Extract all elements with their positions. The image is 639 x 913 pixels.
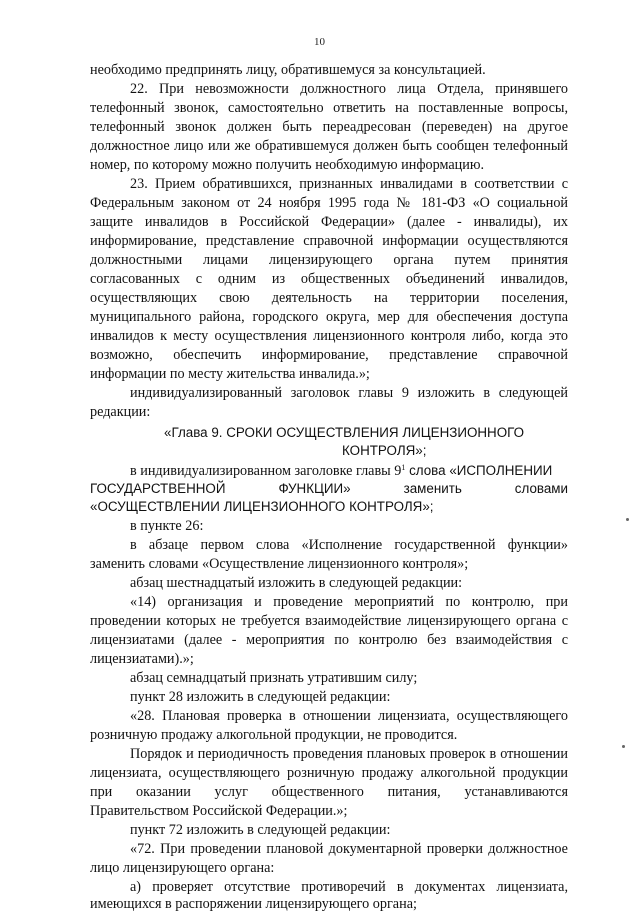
text-line: информирование, представление справочной информации осуществляются xyxy=(90,233,568,249)
text-line: телефонный звонок, самостоятельно ответить на поставленные вопросы, xyxy=(90,100,568,116)
text-line: номер, по которому можно получить необходимую информацию. xyxy=(90,157,484,173)
text-line: информации по месту жительства инвалида.»; xyxy=(90,366,370,382)
text-line: проведении которых не требуется взаимодействие лицензирующего органа с xyxy=(90,613,568,629)
chapter-title-line: «Глава 9. СРОКИ ОСУЩЕСТВЛЕНИЯ ЛИЦЕНЗИОННОГО xyxy=(164,425,525,440)
text-line: лицензиатами).»; xyxy=(90,651,194,667)
text-line: редакции: xyxy=(90,404,151,420)
text-line: при оказании услуг общественного питания, устанавливаются xyxy=(90,784,568,800)
superscript: 1 xyxy=(401,463,406,472)
text-line: телефонный звонок должен быть переадресован (переведен) на другое xyxy=(90,119,568,135)
text-line: муниципального района, городского округа, мер для обеспечения доступа xyxy=(90,309,568,325)
text-line: розничную продажу алкогольной продукции, не проводится. xyxy=(90,727,458,743)
text-line: согласованных с одним из общественных объединений инвалидов, xyxy=(90,271,568,287)
text-line: 22. При невозможности должностного лица Отдела, принявшего xyxy=(130,81,568,97)
text-line: лицензиата, осуществляющего розничную продажу алкогольной продукции xyxy=(90,765,568,781)
text-line: необходимо предпринять лицу, обратившемуся за консультацией. xyxy=(90,62,486,78)
text-line: абзац шестнадцатый изложить в следующей редакции: xyxy=(130,575,463,591)
text-line: Порядок и периодичность проведения плановых проверок в отношении xyxy=(130,746,568,762)
scan-speck xyxy=(622,745,625,748)
text-line: индивидуализированный заголовок главы 9 изложить в следующей xyxy=(130,385,568,401)
text-line: лицо лицензирующего органа: xyxy=(90,860,275,876)
chapter-title-line: КОНТРОЛЯ»; xyxy=(342,443,427,458)
text-line: а) проверяет отсутствие противоречий в документах лицензиата, xyxy=(130,879,568,895)
text-line: пункт 72 изложить в следующей редакции: xyxy=(130,822,391,838)
text-line: инвалидов к месту осуществления лицензионного контроля либо, когда это xyxy=(90,328,568,344)
text-line: имеющихся в распоряжении лицензирующего органа; xyxy=(90,896,417,912)
text-line: заменить словами «Осуществление лицензионного контроля»; xyxy=(90,556,469,572)
text-line: пункт 28 изложить в следующей редакции: xyxy=(130,689,391,705)
text-line: должностное лицо или же обратившемуся должен быть сообщен телефонный xyxy=(90,138,568,154)
text-line: в пункте 26: xyxy=(130,518,204,534)
text-line: в индивидуализированном заголовке главы $9^1$ слова «ИСПОЛНЕНИИ xyxy=(130,463,553,479)
text-line: ГОСУДАРСТВЕННОЙ ФУНКЦИИ» заменить словами xyxy=(90,481,568,496)
scan-speck xyxy=(626,518,629,521)
text-line: «28. Плановая проверка в отношении лицензиата, осуществляющего xyxy=(130,708,568,724)
text-line: Правительством Российской Федерации.»; xyxy=(90,803,348,819)
text-line: защите инвалидов в Российской Федерации» (далее - инвалиды), их xyxy=(90,214,568,230)
text-line: «72. При проведении плановой документарной проверки должностное xyxy=(130,841,568,857)
text-line: в абзаце первом слова «Исполнение государственной функции» xyxy=(130,537,568,553)
text-line: «14) организация и проведение мероприятий по контролю, при xyxy=(130,594,568,610)
text-line: Федеральным законом от 24 ноября 1995 года № 181-ФЗ «О социальной xyxy=(90,195,568,211)
text-line: должностными лицами лицензирующего органа путем принятия xyxy=(90,252,568,268)
page-number: 10 xyxy=(314,36,325,48)
text-line: осуществляющих свою деятельность на территории поселения, xyxy=(90,290,568,306)
text-line: «ОСУЩЕСТВЛЕНИИ ЛИЦЕНЗИОННОГО КОНТРОЛЯ»; xyxy=(90,499,434,514)
text-line: абзац семнадцатый признать утратившим силу; xyxy=(130,670,418,686)
text-line: лицензиатами (далее - мероприятия по контролю без взаимодействия с xyxy=(90,632,568,648)
text-line: возможно, обеспечить информирование, представление справочной xyxy=(90,347,568,363)
text-line: 23. Прием обратившихся, признанных инвалидами в соответствии с xyxy=(130,176,568,192)
